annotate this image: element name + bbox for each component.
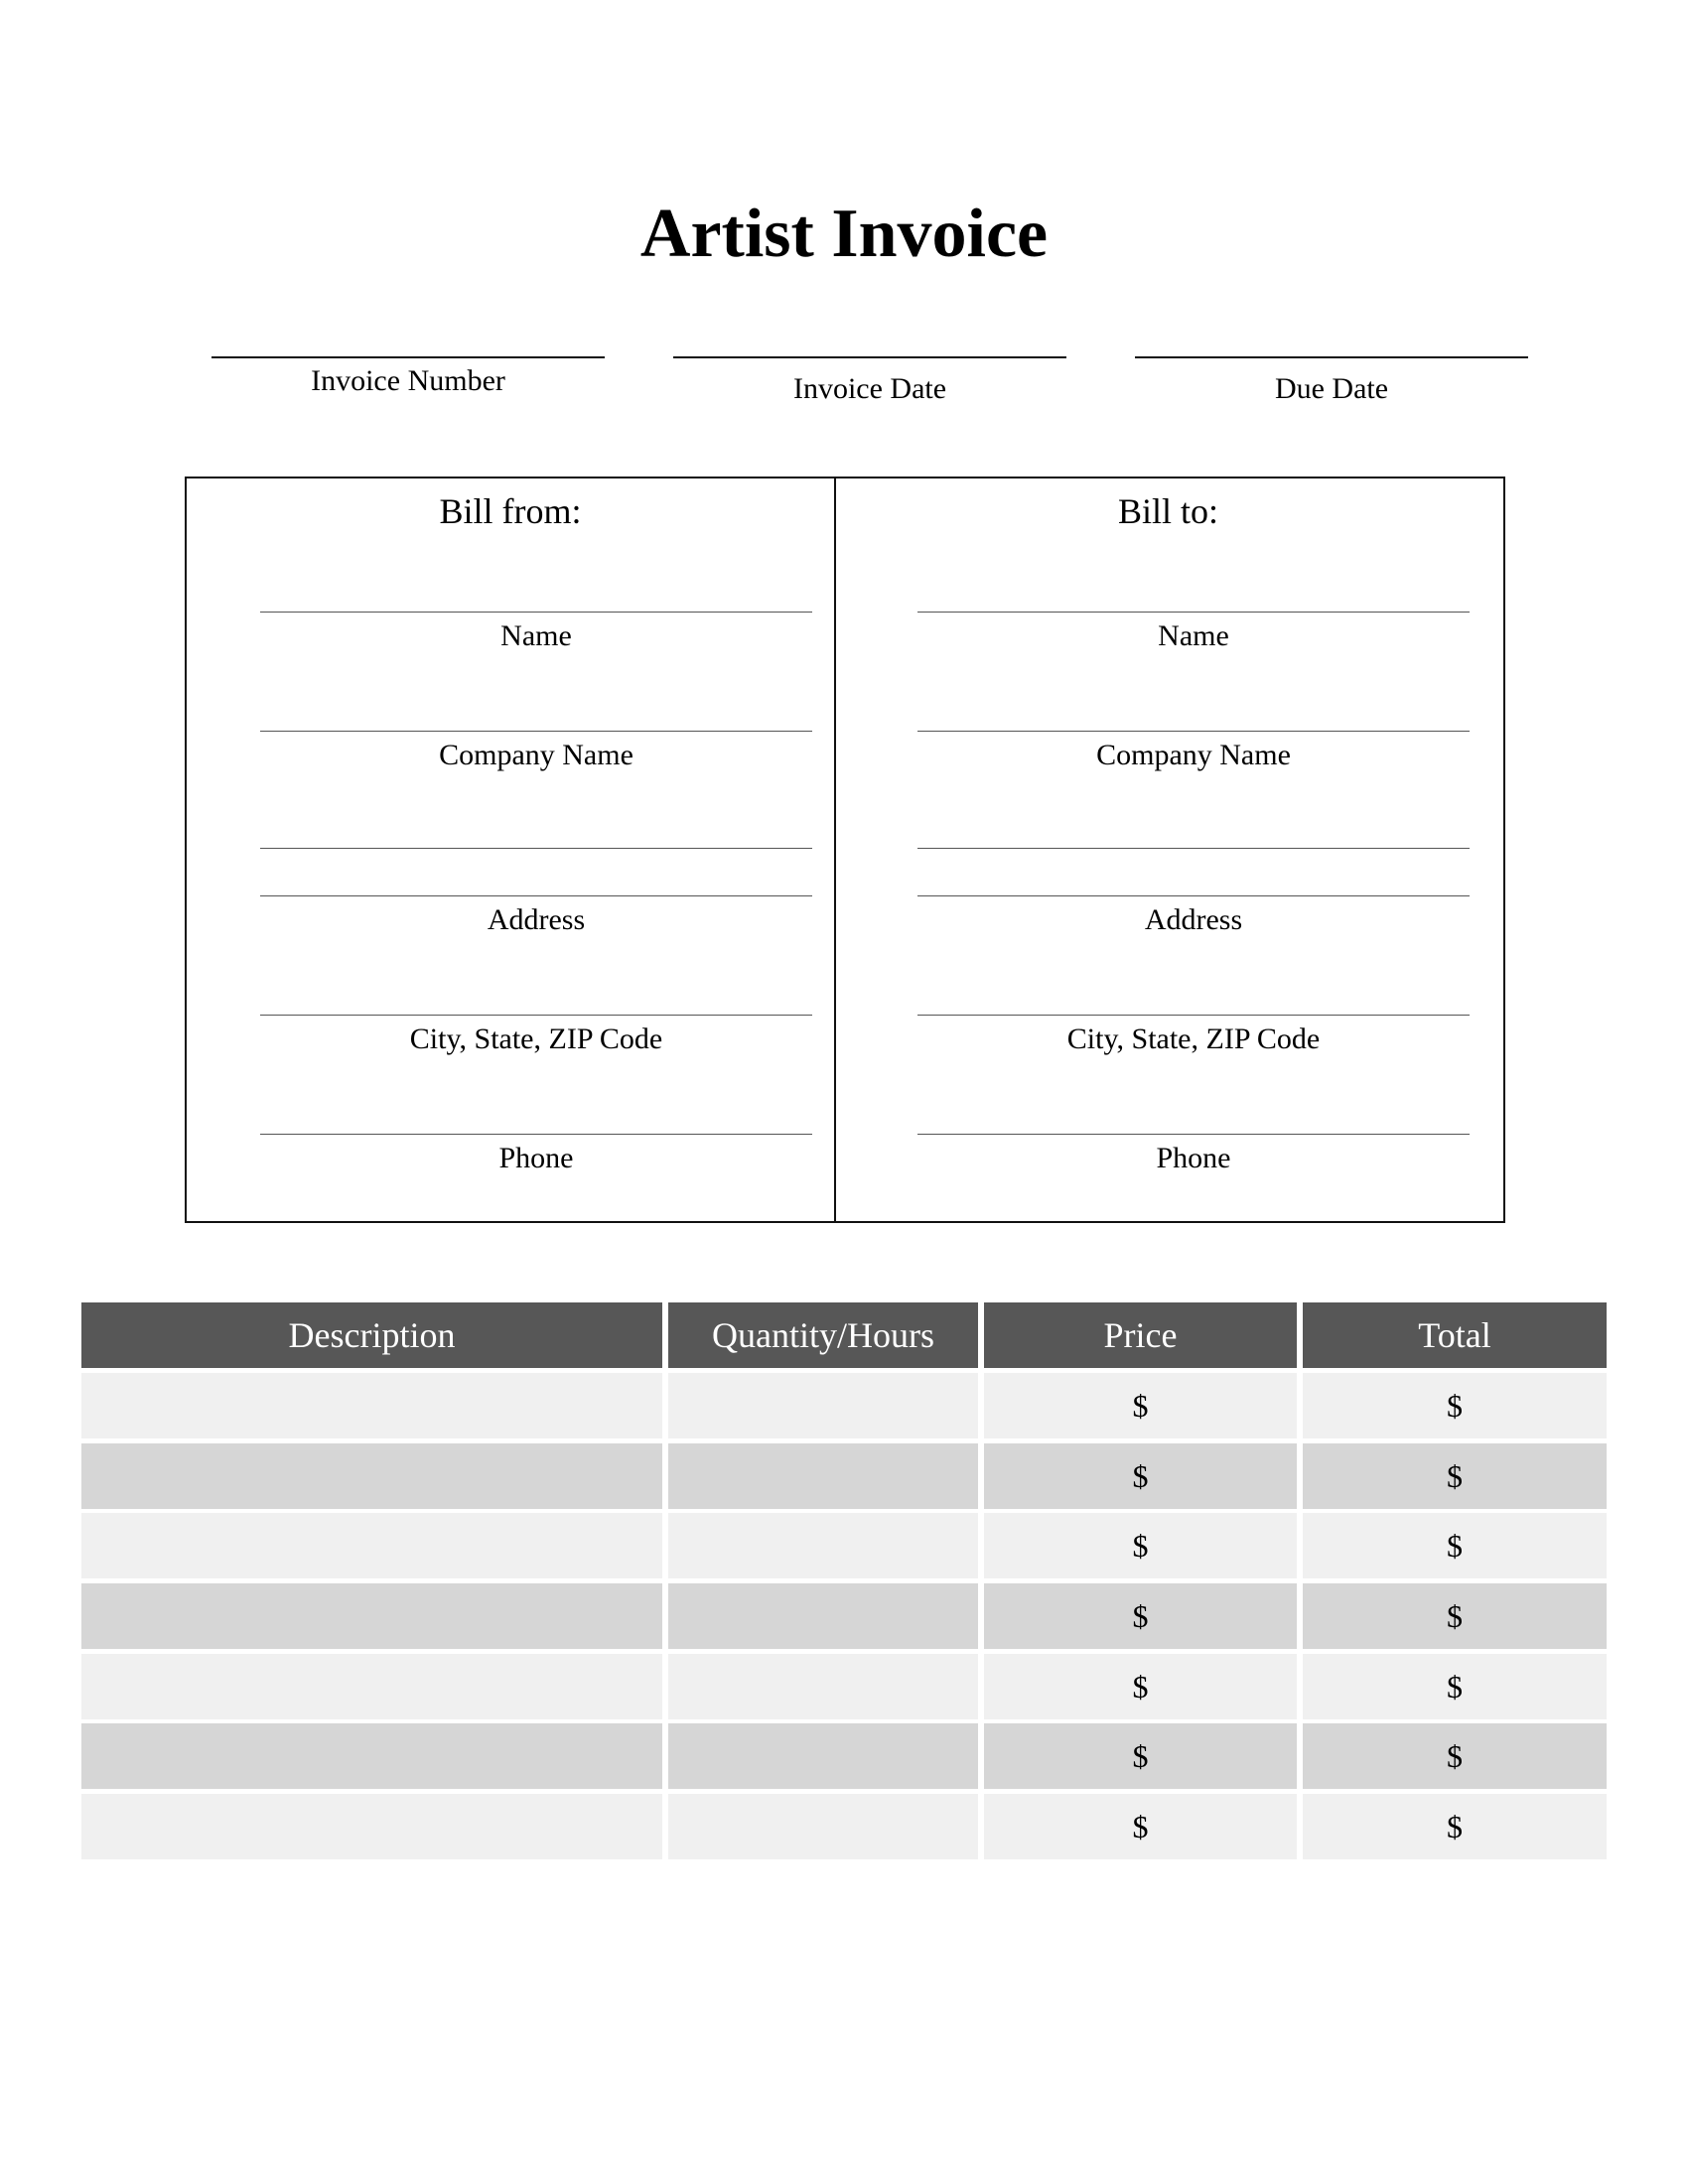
total-cell[interactable]: $ (1303, 1373, 1607, 1438)
quantity-cell[interactable] (668, 1654, 978, 1719)
bill-from-name-label: Name (500, 619, 572, 652)
price-cell[interactable]: $ (984, 1373, 1297, 1438)
invoice-date-line (673, 356, 1066, 358)
quantity-cell[interactable] (668, 1513, 978, 1578)
total-cell[interactable]: $ (1303, 1654, 1607, 1719)
due-date-field[interactable] (1135, 356, 1528, 405)
bill-to-heading: Bill to: (1117, 491, 1219, 531)
description-cell[interactable] (81, 1513, 662, 1578)
header-quantity-hours: Quantity/Hours (668, 1302, 978, 1368)
bill-from-heading: Bill from: (439, 491, 582, 531)
bill-from-phone-label: Phone (498, 1142, 574, 1174)
header-description: Description (81, 1302, 662, 1368)
total-cell[interactable]: $ (1303, 1723, 1607, 1789)
price-cell[interactable]: $ (984, 1654, 1297, 1719)
table-row (81, 1513, 1607, 1578)
bill-to-address-line-2[interactable] (917, 895, 1470, 896)
quantity-cell[interactable] (668, 1794, 978, 1859)
invoice-number-line (211, 356, 605, 358)
invoice-date-label: Invoice Date (792, 372, 947, 405)
description-cell[interactable] (81, 1654, 662, 1719)
bill-to-city-line[interactable] (917, 1015, 1470, 1016)
total-cell[interactable]: $ (1303, 1443, 1607, 1509)
invoice-date-field[interactable] (673, 356, 1066, 405)
table-row (81, 1583, 1607, 1649)
table-row (81, 1723, 1607, 1789)
total-cell[interactable]: $ (1303, 1583, 1607, 1649)
bill-to-company-line[interactable] (917, 731, 1470, 732)
invoice-number-field[interactable] (211, 356, 605, 397)
description-cell[interactable] (81, 1583, 662, 1649)
price-cell[interactable]: $ (984, 1513, 1297, 1578)
invoice-number-label: Invoice Number (311, 364, 505, 397)
bill-from-section (187, 478, 834, 1221)
bill-from-city-line[interactable] (260, 1015, 812, 1016)
table-row (81, 1373, 1607, 1438)
price-cell[interactable]: $ (984, 1583, 1297, 1649)
quantity-cell[interactable] (668, 1373, 978, 1438)
table-row (81, 1654, 1607, 1719)
bill-from-name-line[interactable] (260, 612, 812, 613)
header-total: Total (1303, 1302, 1607, 1368)
bill-from-city-label: City, State, ZIP Code (409, 1023, 663, 1055)
invoice-title: Artist Invoice (639, 196, 1049, 272)
table-header-row (81, 1302, 1607, 1368)
description-cell[interactable] (81, 1794, 662, 1859)
description-cell[interactable] (81, 1723, 662, 1789)
bill-to-name-label: Name (1158, 619, 1229, 652)
table-row (81, 1443, 1607, 1509)
description-cell[interactable] (81, 1443, 662, 1509)
billing-box (185, 477, 1505, 1223)
total-cell[interactable]: $ (1303, 1513, 1607, 1578)
bill-to-city-label: City, State, ZIP Code (1066, 1023, 1321, 1055)
bill-from-phone-line[interactable] (260, 1134, 812, 1135)
bill-from-address-line-1[interactable] (260, 848, 812, 849)
header-price: Price (984, 1302, 1297, 1368)
bill-to-address-label: Address (1144, 903, 1243, 936)
due-date-label: Due Date (1274, 372, 1389, 405)
bill-from-address-line-2[interactable] (260, 895, 812, 896)
quantity-cell[interactable] (668, 1443, 978, 1509)
bill-from-company-label: Company Name (439, 739, 633, 771)
table-row (81, 1794, 1607, 1859)
bill-from-address-label: Address (487, 903, 586, 936)
due-date-line (1135, 356, 1528, 358)
bill-to-name-line[interactable] (917, 612, 1470, 613)
bill-from-company-line[interactable] (260, 731, 812, 732)
quantity-cell[interactable] (668, 1583, 978, 1649)
price-cell[interactable]: $ (984, 1723, 1297, 1789)
description-cell[interactable] (81, 1373, 662, 1438)
price-cell[interactable]: $ (984, 1443, 1297, 1509)
bill-to-company-label: Company Name (1096, 739, 1291, 771)
bill-to-address-line-1[interactable] (917, 848, 1470, 849)
bill-to-phone-line[interactable] (917, 1134, 1470, 1135)
price-cell[interactable]: $ (984, 1794, 1297, 1859)
total-cell[interactable]: $ (1303, 1794, 1607, 1859)
bill-to-phone-label: Phone (1156, 1142, 1231, 1174)
quantity-cell[interactable] (668, 1723, 978, 1789)
bill-to-section (834, 478, 1502, 1221)
